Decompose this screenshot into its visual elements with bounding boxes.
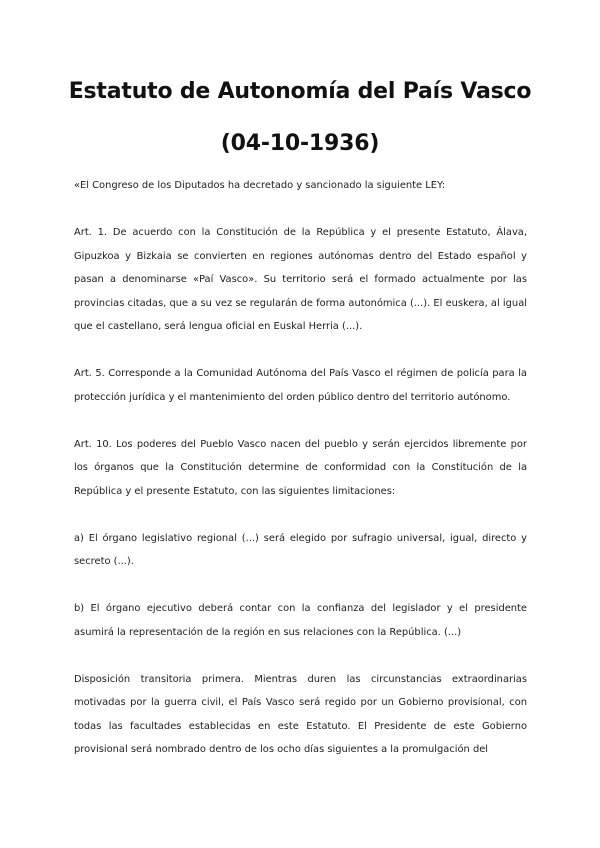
document-title: Estatuto de Autonomía del País Vasco — [68, 79, 532, 104]
paragraph-art-5: Art. 5. Corresponde a la Comunidad Autónoma del País Vasco el régimen de policía para la protección jurídica y el mantenimiento del orden público dentro del territorio autónomo. — [74, 368, 527, 403]
paragraph-intro: «El Congreso de los Diputados ha decretado y sancionado la siguiente LEY: — [74, 180, 446, 191]
paragraph-art-1: Art. 1. De acuerdo con la Constitución de la República y el presente Estatuto, Álava, Gipuzkoa y Bizkaia se convierten en regiones autónomas dentro del Estado español y pasan a denominarse «Paí Vasco». Su territorio será el formado actualmente por las provincias citadas, que a su vez se regularán de forma autonómica (...). El euskera, al igual que el castellano, será lengua oficial en Euskal Herria (...). — [74, 227, 527, 332]
paragraph-transitoria: Disposición transitoria primera. Mientras duren las circunstancias extraordinarias motivadas por la guerra civil, el País Vasco será regido por un Gobierno provisional, con todas las facultades establecidas en este Estatuto. El Presidente de este Gobierno provisional será nombrado dentro de los ocho días siguientes a la promulgación del — [74, 673, 527, 755]
document-body — [74, 174, 527, 785]
document-date: (04-10-1936) — [220, 131, 380, 156]
paragraph-item-b: b) El órgano ejecutivo deberá contar con la confianza del legislador y el presidente asumirá la representación de la región en sus relaciones con la República. (...) — [74, 603, 527, 638]
paragraph-item-a: a) El órgano legislativo regional (...) será elegido por sufragio universal, igual, directo y secreto (...). — [74, 532, 527, 567]
paragraph-art-10: Art. 10. Los poderes del Pueblo Vasco nacen del pueblo y serán ejercidos libremente por los órganos que la Constitución determine de conformidad con la Constitución de la República y el presente Estatuto, con las siguientes limitaciones: — [74, 438, 527, 497]
